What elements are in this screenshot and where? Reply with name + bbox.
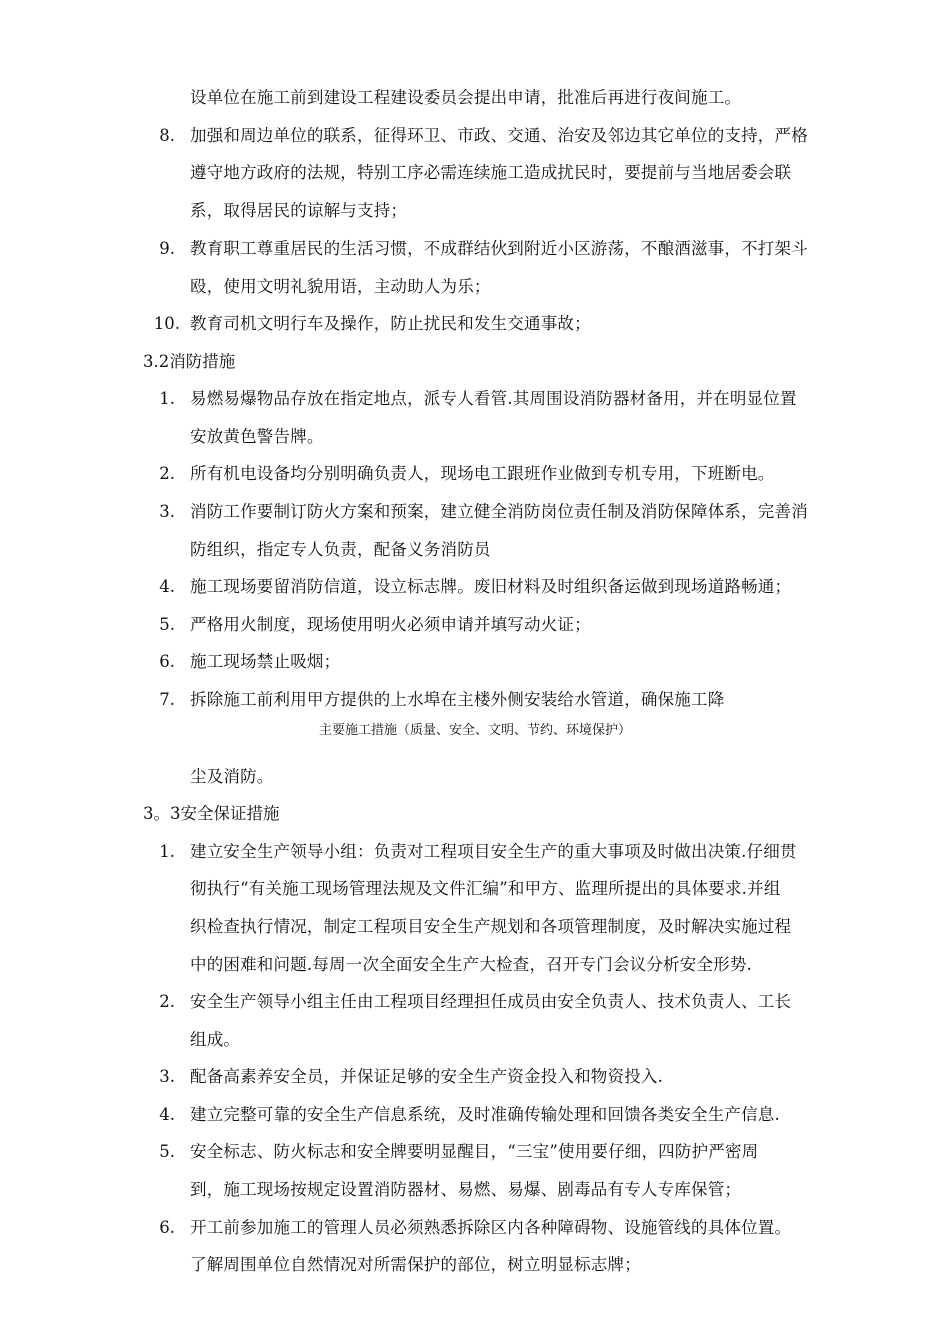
item-text: 殴，使用文明礼貌用语，主动助人为乐； (190, 277, 491, 296)
item-text: 易燃易爆物品存放在指定地点，派专人看管.其周围设消防器材备用，并在明显位置 (190, 389, 797, 408)
item-number: 1. (159, 389, 175, 408)
item-text: 建立安全生产领导小组：负责对工程项目安全生产的重大事项及时做出决策.仔细贯 (190, 842, 797, 861)
item-number: 3. (159, 502, 175, 521)
item-text: 组成。 (190, 1030, 241, 1049)
item-number: 6. (159, 1218, 175, 1237)
section-heading-safety: 3。3安全保证措施 (143, 804, 280, 823)
item-text: 安全生产领导小组主任由工程项目经理担任成员由安全负责人、技术负责人、工长 (190, 992, 792, 1011)
item-number: 5. (159, 1142, 175, 1161)
item-number: 4. (159, 577, 175, 596)
item-text: 遵守地方政府的法规，特别工序必需连续施工造成扰民时，要提前与当地居委会联 (190, 163, 792, 182)
item-text: 防组织，指定专人负责，配备义务消防员 (190, 540, 491, 559)
item-number: 5. (159, 615, 175, 634)
item-text: 安全标志、防火标志和安全牌要明显醒目，“三宝”使用要仔细，四防护严密周 (190, 1142, 759, 1161)
item-number: 10. (153, 314, 180, 333)
item-number: 6. (159, 652, 175, 671)
item-text: 加强和周边单位的联系，征得环卫、市政、交通、治安及邻边其它单位的支持，严格 (190, 126, 808, 145)
item-text: 建立完整可靠的安全生产信息系统，及时准确传输处理和回馈各类安全生产信息. (190, 1105, 780, 1124)
continuation-line: 尘及消防。 (190, 767, 274, 786)
continuation-line: 设单位在施工前到建设工程建设委员会提出申请，批准后再进行夜间施工。 (190, 88, 742, 107)
item-number: 2. (159, 464, 175, 483)
item-text: 彻执行“有关施工现场管理法规及文件汇编”和甲方、监理所提出的具体要求.并组 (190, 879, 781, 898)
item-text: 中的困难和问题.每周一次全面安全生产大检查，召开专门会议分析安全形势. (190, 955, 752, 974)
item-text: 配备高素养安全员，并保证足够的安全生产资金投入和物资投入. (190, 1067, 664, 1086)
item-text: 教育司机文明行车及操作，防止扰民和发生交通事故； (190, 314, 591, 333)
item-text: 拆除施工前利用甲方提供的上水埠在主楼外侧安装给水管道，确保施工降 (190, 690, 725, 709)
item-text: 施工现场禁止吸烟； (190, 652, 341, 671)
item-text: 教育职工尊重居民的生活习惯，不成群结伙到附近小区游荡，不酿酒滋事，不打架斗 (190, 239, 808, 258)
item-text: 了解周围单位自然情况对所需保护的部位，树立明显标志牌； (190, 1255, 641, 1274)
item-text: 开工前参加施工的管理人员必须熟悉拆除区内各种障碍物、设施管线的具体位置。 (190, 1218, 792, 1237)
item-text: 到，施工现场按规定设置消防器材、易燃、易爆、剧毒品有专人专库保管； (190, 1180, 742, 1199)
item-text: 严格用火制度，现场使用明火必须申请并填写动火证； (190, 615, 591, 634)
item-number: 8. (159, 126, 175, 145)
item-text: 织检查执行情况，制定工程项目安全生产规划和各项管理制度，及时解决实施过程 (190, 917, 792, 936)
item-number: 3. (159, 1067, 175, 1086)
section-heading-fire: 3.2消防措施 (143, 352, 236, 371)
item-number: 4. (159, 1105, 175, 1124)
item-number: 2. (159, 992, 175, 1011)
item-number: 7. (159, 690, 175, 709)
item-number: 1. (159, 842, 175, 861)
item-text: 消防工作要制订防火方案和预案，建立健全消防岗位责任制及消防保障体系，完善消 (190, 502, 808, 521)
page-footer: 主要施工措施（质量、安全、文明、节约、环境保护） (318, 723, 631, 738)
item-text: 系，取得居民的谅解与支持； (190, 201, 408, 220)
item-number: 9. (159, 239, 175, 258)
item-text: 施工现场要留消防信道，设立标志牌。废旧材料及时组织备运做到现场道路畅通； (190, 577, 792, 596)
item-text: 安放黄色警告牌。 (190, 427, 324, 446)
item-text: 所有机电设备均分别明确负责人，现场电工跟班作业做到专机专用，下班断电。 (190, 464, 775, 483)
